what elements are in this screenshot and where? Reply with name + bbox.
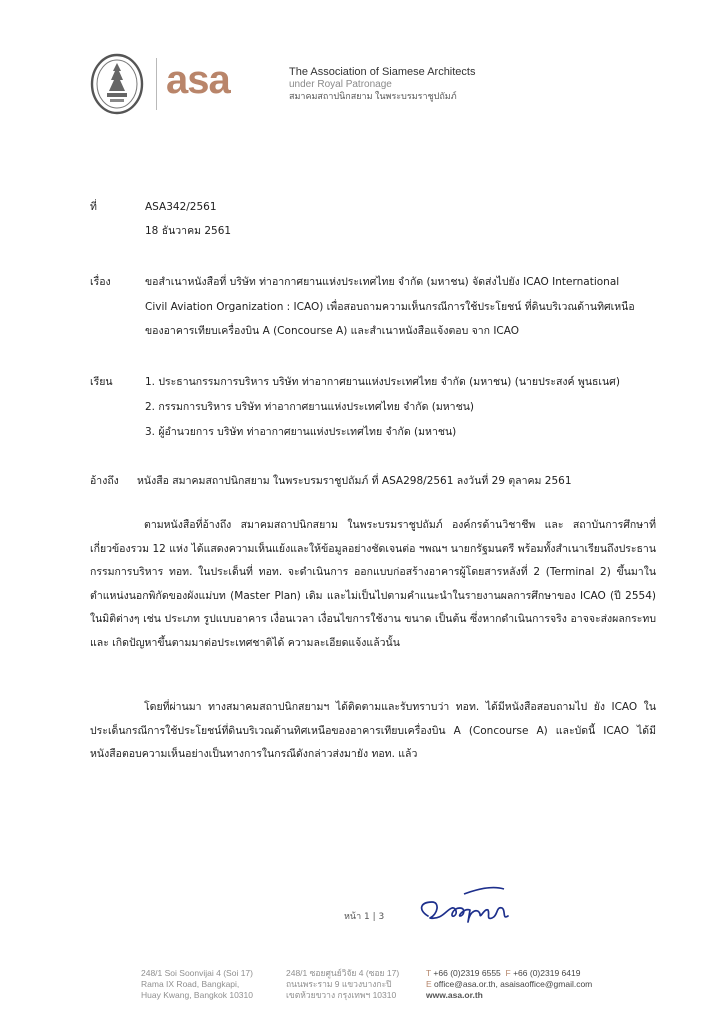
ref-label: ที่ <box>90 201 97 213</box>
footer-tel: +66 (0)2319 6555 <box>433 968 501 978</box>
footer-address-line: Huay Kwang, Bangkok 10310 <box>141 990 253 1000</box>
footer-address-th <box>286 968 399 1001</box>
org-name-th: สมาคมสถาปนิกสยาม ในพระบรมราชูปถัมภ์ <box>289 90 457 101</box>
asa-logo-wordmark: asa <box>166 58 230 102</box>
letterhead-divider <box>156 58 157 110</box>
footer-email[interactable]: office@asa.or.th, asaisaoffice@gmail.com <box>434 979 593 989</box>
organization-name-block <box>289 66 475 101</box>
footer-address-line: 248/1 ซอยศูนย์วิจัย 4 (ซอย 17) <box>286 968 400 978</box>
footer-website[interactable]: www.asa.or.th <box>426 990 483 1000</box>
ref-date: 18 ธันวาคม 2561 <box>145 225 232 237</box>
reference-text: หนังสือ สมาคมสถาปนิกสยาม ในพระบรมราชูปถัมภ์ ที่ ASA298/2561 ลงวันที่ 29 ตุลาคม 2561 <box>137 475 572 487</box>
footer-address-line: เขตห้วยขวาง กรุงเทพฯ 10310 <box>286 990 397 1000</box>
reference-label: อ้างถึง <box>90 475 119 487</box>
page-current: 1 <box>364 912 370 922</box>
recipients-label: เรียน <box>90 376 113 388</box>
tel-label: T <box>426 968 432 978</box>
org-name-en: The Association of Siamese Architects <box>289 66 476 78</box>
footer-contact <box>426 968 592 1001</box>
footer-address-en <box>141 968 253 1001</box>
footer-address-line: ถนนพระราม 9 แขวงบางกะปิ <box>286 979 392 989</box>
fax-label: F <box>505 968 511 978</box>
body-paragraph-2 <box>90 696 656 767</box>
subject-label: เรื่อง <box>90 276 111 288</box>
page-number: หน้า 1 | 3 <box>344 912 385 922</box>
association-seal-logo <box>90 53 144 115</box>
ref-number: ASA342/2561 <box>145 201 217 213</box>
subject-line: ขอสำเนาหนังสือที่ บริษัท ท่าอากาศยานแห่งประเทศไทย จำกัด (มหาชน) จัดส่งไปยัง ICAO International <box>145 276 620 288</box>
recipient-item: 3. ผู้อำนวยการ บริษัท ท่าอากาศยานแห่งประเทศไทย จำกัด (มหาชน) <box>145 426 457 438</box>
footer-address-line: Rama IX Road, Bangkapi, <box>141 979 240 989</box>
recipient-item: 2. กรรมการบริหาร บริษัท ท่าอากาศยานแห่งประเทศไทย จำกัด (มหาชน) <box>145 401 474 413</box>
body-paragraph-1 <box>90 514 656 655</box>
page-total: 3 <box>378 912 385 922</box>
recipient-item: 1. ประธานกรรมการบริหาร บริษัท ท่าอากาศยานแห่งประเทศไทย จำกัด (มหาชน) (นายประสงค์ พูนธเนศ) <box>145 376 620 388</box>
body-paragraph-1-text: ตามหนังสือที่อ้างถึง สมาคมสถาปนิกสยาม ในพระบรมราชูปถัมภ์ องค์กรด้านวิชาชีพ และ สถาบันการศึกษาที่เกี่ยวข้องรวม 12 แห่ง ได้แสดงความเห็นแย้งและให้ข้อมูลอย่างชัดเจนต่อ ฯพณฯ นายกรัฐมนตรี พร้อมทั้งสำเนาเรียนถึงประธานกรรมการบริหาร ทอท. ในประเด็นที่ ทอท. จะดำเนินการ ออกแบบก่อสร้างอาคารผู้โดยสารหลังที่ 2 (Terminal 2) ขึ้นมาในตำแหน่งนอกพิกัดของผังแม่บท (Master Plan) เดิม และไม่เป็นไปตามคำแนะนำในรายงานผลการศึกษาของ ICAO (ปี 2554) ในมิติต่างๆ เช่น ประเภท รูปแบบอาคาร เงื่อนเวลา เงื่อนไขการใช้งาน ขนาด เป็นต้น ซึ่งหากดำเนินการจริง อาจจะส่งผลกระทบและ เกิดปัญหาขึ้นตามมาต่อประเทศชาติได้ ความละเอียดแจ้งแล้วนั้น <box>90 519 656 649</box>
page-label: หน้า <box>344 912 362 922</box>
body-paragraph-2-text: โดยที่ผ่านมา ทางสมาคมสถาปนิกสยามฯ ได้ติดตามและรับทราบว่า ทอท. ได้มีหนังสือสอบถามไป ยัง ICAO ในประเด็นกรณีการใช้ประโยชน์ที่ดินบริเวณด้านทิศเหนือของอาคารเทียบเครื่องบิน A (Concourse A) และบัดนี้ ICAO ได้มีหนังสือตอบความเห็นอย่างเป็นทางการในกรณีดังกล่าวส่งมายัง ทอท. แล้ว <box>90 701 656 760</box>
org-subtitle-en: under Royal Patronage <box>289 78 392 90</box>
footer-address-line: 248/1 Soi Soonvijai 4 (Soi 17) <box>141 968 253 978</box>
subject-line: ของอาคารเทียบเครื่องบิน A (Concourse A) และสำเนาหนังสือแจ้งตอบ จาก ICAO <box>145 325 520 337</box>
subject-line: Civil Aviation Organization : ICAO) เพื่อสอบถามความเห็นกรณีการใช้ประโยชน์ ที่ดินบริเวณด้านทิศเหนือ <box>145 301 635 313</box>
signature <box>408 880 520 938</box>
email-label: E <box>426 979 432 989</box>
footer-fax: +66 (0)2319 6419 <box>513 968 581 978</box>
